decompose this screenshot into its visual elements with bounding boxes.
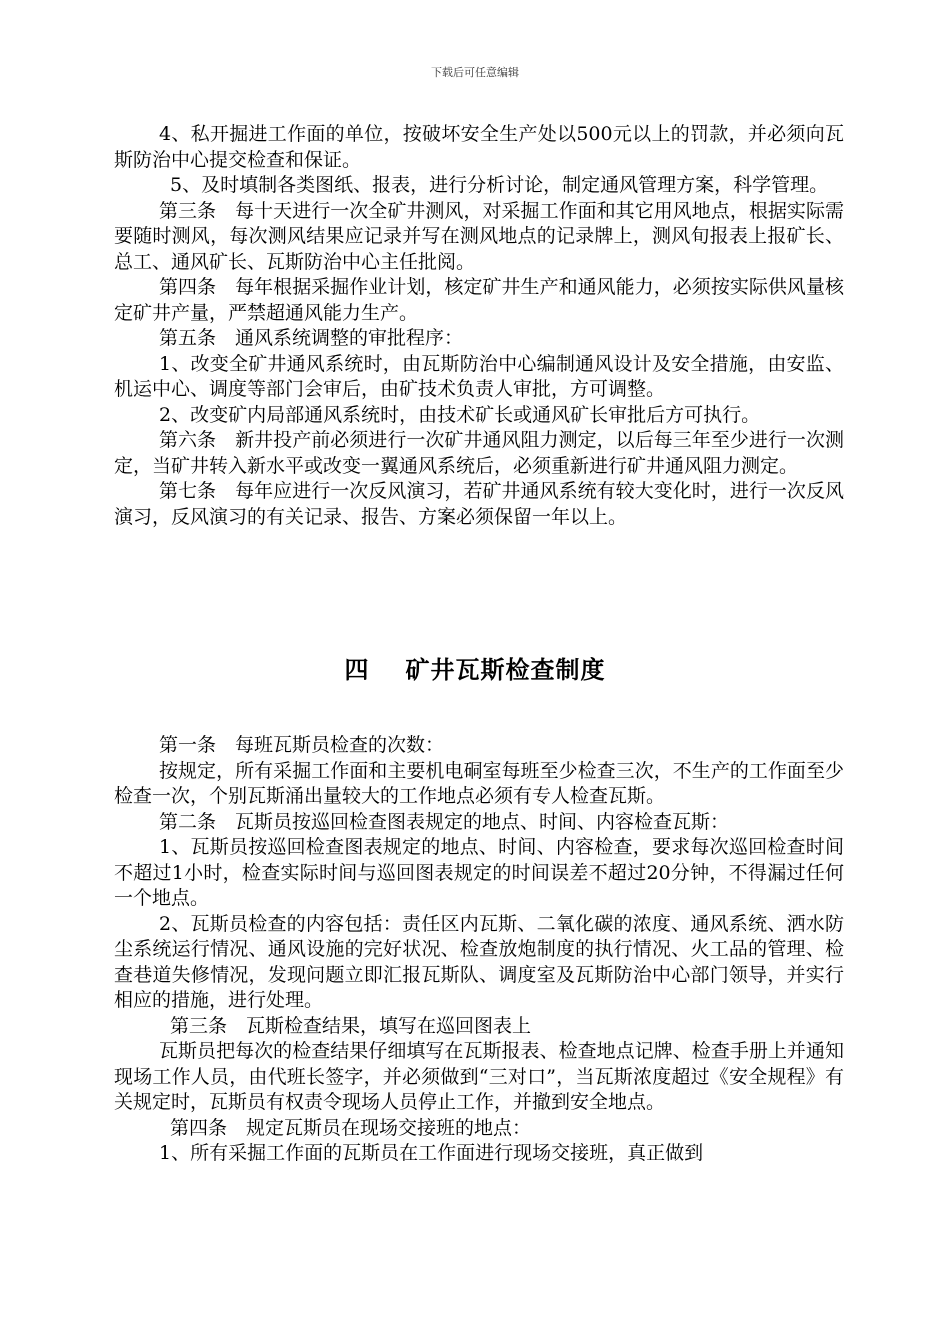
paragraph: 2、改变矿内局部通风系统时，由技术矿长或通风矿长审批后方可执行。 — [159, 403, 761, 426]
section-title — [0, 650, 950, 685]
paragraph: 第四条 每年根据采掘作业计划，核定矿井生产和通风能力，必须按实际供风量核定矿井产量，严禁超通风能力生产。 — [114, 276, 844, 324]
page-header-note: 下载后可任意编辑 — [431, 66, 519, 79]
paragraph: 4、私开掘进工作面的单位，按破坏安全生产处以500元以上的罚款，并必须向瓦斯防治中心提交检查和保证。 — [114, 123, 844, 171]
paragraph: 5、及时填制各类图纸、报表，进行分析讨论，制定通风管理方案，科学管理。 — [170, 174, 829, 196]
section-ventilation-rules — [114, 122, 844, 530]
section-title-text: 矿井瓦斯检查制度 — [405, 655, 606, 684]
paragraph: 第七条 每年应进行一次反风演习，若矿井通风系统有较大变化时，进行一次反风演习，反风演习的有关记录、报告、方案必须保留一年以上。 — [114, 480, 844, 528]
paragraph: 第一条 每班瓦斯员检查的次数： — [159, 734, 445, 756]
paragraph: 1、改变全矿井通风系统时，由瓦斯防治中心编制通风设计及安全措施，由安监、机运中心、调度等部门会审后，由矿技术负责人审批，方可调整。 — [114, 352, 844, 400]
paragraph: 第三条 瓦斯检查结果，填写在巡回图表上 — [170, 1014, 532, 1037]
paragraph: 第四条 规定瓦斯员在现场交接班的地点： — [170, 1116, 532, 1139]
paragraph: 第六条 新井投产前必须进行一次矿井通风阻力测定，以后每三年至少进行一次测定，当矿井转入新水平或改变一翼通风系统后，必须重新进行矿井通风阻力测定。 — [114, 429, 844, 477]
paragraph: 2、瓦斯员检查的内容包括：责任区内瓦斯、二氧化碳的浓度、通风系统、洒水防尘系统运行情况、通风设施的完好状况、检查放炮制度的执行情况、火工品的管理、检查巷道失修情况，发现问题立即汇报瓦斯队、调度室及瓦斯防治中心部门领导，并实行相应的措施，进行处理。 — [114, 912, 844, 1011]
paragraph: 1、瓦斯员按巡回检查图表规定的地点、时间、内容检查，要求每次巡回检查时间不超过1小时，检查实际时间与巡回图表规定的时间误差不超过20分钟，不得漏过任何一个地点。 — [114, 836, 844, 909]
paragraph: 第三条 每十天进行一次全矿井测风，对采掘工作面和其它用风地点，根据实际需要随时测风，每次测风结果应记录并写在测风地点的记录牌上，测风旬报表上报矿长、总工、通风矿长、瓦斯防治中心主任批阅。 — [114, 199, 844, 273]
paragraph: 按规定，所有采掘工作面和主要机电硐室每班至少检查三次，不生产的工作面至少检查一次，个别瓦斯涌出量较大的工作地点必须有专人检查瓦斯。 — [114, 759, 844, 807]
paragraph: 瓦斯员把每次的检查结果仔细填写在瓦斯报表、检查地点记牌、检查手册上并通知现场工作人员，由代班长签字，并必须做到“三对口”，当瓦斯浓度超过《安全规程》有关规定时，瓦斯员有权责令现场人员停止工作，并撤到安全地点。 — [114, 1040, 844, 1113]
section-number: 四 — [344, 655, 370, 684]
paragraph: 第五条 通风系统调整的审批程序： — [159, 327, 464, 349]
paragraph: 第二条 瓦斯员按巡回检查图表规定的地点、时间、内容检查瓦斯： — [159, 810, 730, 833]
paragraph: 1、所有采掘工作面的瓦斯员在工作面进行现场交接班，真正做到 — [159, 1142, 704, 1164]
section-gas-inspection — [114, 733, 844, 1167]
